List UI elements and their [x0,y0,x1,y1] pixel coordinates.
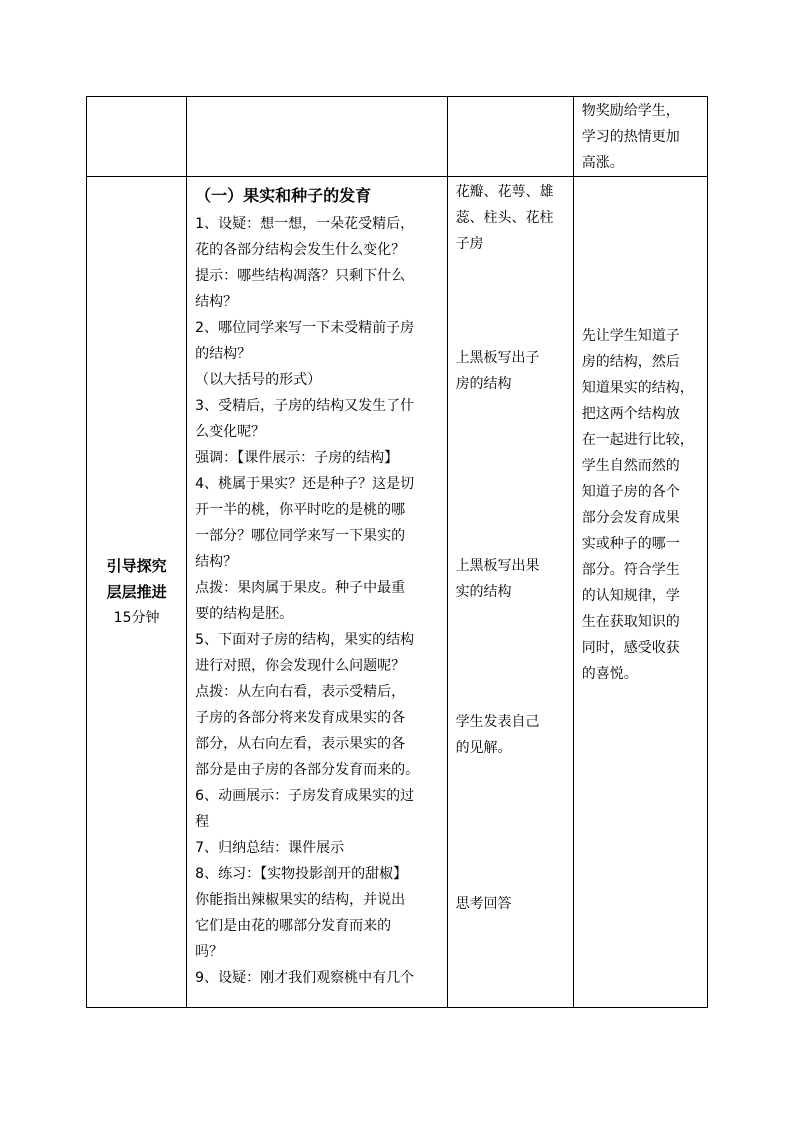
intent-line: 把这两个结构放 [581,406,680,422]
cell-teacher-activity [187,177,447,1008]
student-line: 的见解。 [455,740,512,756]
teacher-line: 5、下面对子房的结构，果实的结构 [195,632,415,648]
cell-top-student [447,97,573,177]
stage-time: 15分钟 [113,610,160,626]
lesson-plan-table [86,96,708,1008]
teacher-line: 8、练习：【实物投影剖开的甜椒】 [195,866,408,882]
teacher-line: 点拨：从左向右看，表示受精后， [195,684,406,700]
section-title: （一）果实和种子的发育 [195,186,372,205]
intent-line: 先让学生知道子 [581,328,680,344]
design-intent-text [574,177,707,687]
teacher-line: 的结构？ [195,346,252,362]
teacher-line: 进行对照，你会发现什么问题呢？ [195,658,406,674]
intent-line: 生在获取知识的 [581,614,680,630]
intent-line: 在一起进行比较， [581,432,694,448]
student-line: 花瓣、花萼、雄 [455,184,554,200]
teacher-line: 点拨：果肉属于果皮。种子中最重 [195,580,406,596]
teacher-line: 提示：哪些结构凋落？只剩下什么 [195,268,406,284]
teacher-line: （以大括号的形式） [195,372,322,388]
teacher-line: 结构？ [195,554,238,570]
intent-line: 部分。符合学生 [581,562,680,578]
teacher-line: 2、哪位同学来写一下未受精前子房 [195,320,415,336]
teacher-line: 7、归纳总结：课件展示 [195,840,345,856]
teacher-line: 6、动画展示：子房发育成果实的过 [195,788,415,804]
teacher-line: 么变化呢？ [195,424,266,440]
cell-stage [87,177,187,1008]
student-line: 实的结构 [455,584,512,600]
teacher-line: 要的结构是胚。 [195,606,294,622]
intent-line: 学生自然而然的 [581,458,680,474]
student-line: 房的结构 [455,376,512,392]
intent-line: 同时，感受收获 [581,640,680,656]
intent-line: 知道子房的各个 [581,484,680,500]
teacher-line: 一部分？哪位同学来写一下果实的 [195,528,406,544]
student-line: 子房 [455,236,484,252]
teacher-activity-text [195,211,440,991]
teacher-line: 1、设疑：想一想，一朵花受精后， [195,216,415,232]
student-line: 上黑板写出果 [455,558,540,574]
student-line: 蕊、柱头、花柱 [455,210,554,226]
teacher-line: 4、桃属于果实？还是种子？这是切 [195,476,415,492]
teacher-line: 9、设疑：刚才我们观察桃中有几个 [195,970,415,986]
stage-name-line2: 层层推进 [106,583,167,601]
cell-top-stage [87,97,187,177]
cell-top-teacher [187,97,447,177]
teacher-line: 子房的各部分将来发育成果实的各 [195,710,406,726]
teacher-line: 程 [195,814,210,830]
teacher-line: 部分是由子房的各部分发育而来的。 [195,762,420,778]
cell-student-activity [447,177,573,1008]
teacher-line: 花的各部分结构会发生什么变化？ [195,242,406,258]
cell-top-intent [573,97,707,177]
intent-line: 物奖励给学生， [581,103,680,119]
teacher-line: 结构？ [195,294,238,310]
intent-line: 知道果实的结构， [581,380,694,396]
student-line: 思考回答 [455,896,512,912]
table-row-top [87,97,708,177]
intent-line: 部分会发育成果 [581,510,680,526]
cell-design-intent [573,177,707,1008]
teacher-line: 你能指出辣椒果实的结构，并说出 [195,892,406,908]
teacher-line: 3、受精后，子房的结构又发生了什 [195,398,415,414]
teacher-line: 开一半的桃，你平时吃的是桃的哪 [195,502,406,518]
intent-line: 房的结构，然后 [581,354,680,370]
table-row-main [87,177,708,1008]
intent-line: 高涨。 [581,155,624,171]
teacher-line: 部分，从右向左看，表示果实的各 [195,736,406,752]
teacher-line: 强调：【课件展示：子房的结构】 [195,450,399,466]
stage-name-line1: 引导探究 [106,557,167,575]
intent-line: 学习的热情更加 [581,129,680,145]
teacher-line: 吗？ [195,944,224,960]
teacher-line: 它们是由花的哪部分发育而来的 [195,918,392,934]
intent-line: 的喜悦。 [581,666,638,682]
student-line: 上黑板写出子 [455,350,540,366]
student-line: 学生发表自己 [455,714,540,730]
intent-line: 的认知规律，学 [581,588,680,604]
intent-line: 实或种子的哪一 [581,536,680,552]
